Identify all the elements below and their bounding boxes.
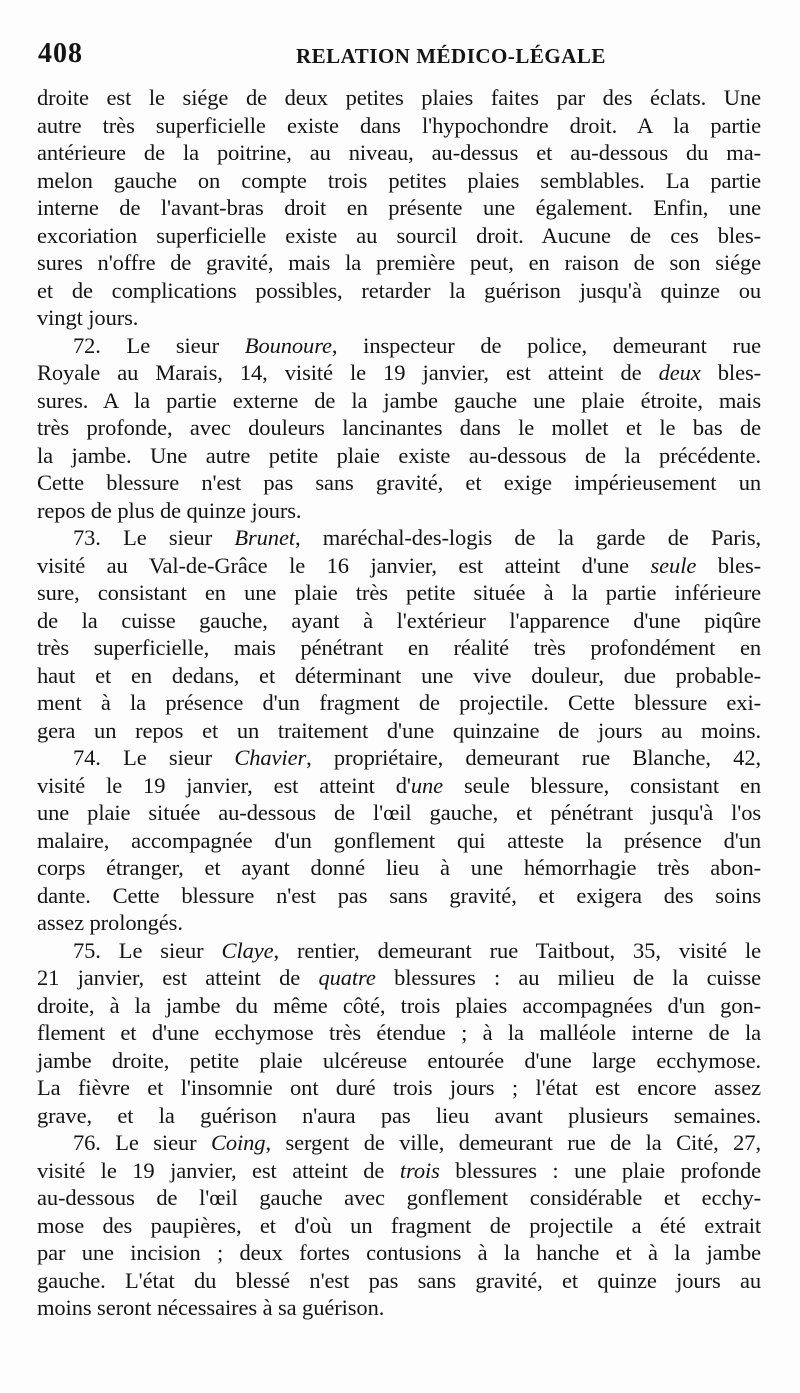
text-line: dante. Cette blessure n'est pas sans gravité, et exigera des soins xyxy=(37,882,761,908)
text-line: flement et d'une ecchymose très étendue ; à la malléole interne de la xyxy=(37,1020,761,1045)
running-title: RELATION MÉDICO-LÉGALE xyxy=(296,44,606,68)
text-line: et de complications possibles, retarder la guérison jusqu'à quinze ou xyxy=(37,277,761,303)
text-line: droite est le siége de deux petites plaies faites par des éclats. Une xyxy=(37,85,761,110)
text-line: 76. Le sieur Coing, sergent de ville, demeurant rue de la Cité, 27, xyxy=(73,1130,761,1155)
page-number: 408 xyxy=(38,38,83,69)
text-line: très superficielle, mais pénétrant en réalité très profondément en xyxy=(37,635,761,660)
text-line: 72. Le sieur Bounoure, inspecteur de police, demeurant rue xyxy=(73,332,761,358)
page-header xyxy=(38,32,760,82)
text-line: Royale au Marais, 14, visité le 19 janvier, est atteint de deux bles- xyxy=(37,360,762,385)
text-line: 74. Le sieur Chavier, propriétaire, demeurant rue Blanche, 42, xyxy=(73,745,761,770)
text-line: une plaie située au-dessous de l'œil gauche, et pénétrant jusqu'à l'os xyxy=(37,800,761,825)
text-line: corps étranger, et ayant donné lieu à une hémorrhagie très abon- xyxy=(37,855,761,880)
text-line: par une incision ; deux fortes contusions à la hanche et à la jambe xyxy=(37,1240,761,1265)
text-line: sures n'offre de gravité, mais la première peut, en raison de son siége xyxy=(37,250,761,275)
text-line: ment à la présence d'un fragment de projectile. Cette blessure exi- xyxy=(37,690,761,715)
text-line: très profonde, avec douleurs lancinantes dans le mollet et le bas de xyxy=(37,415,761,440)
text-line: Cette blessure n'est pas sans gravité, et exige impérieusement un xyxy=(37,470,761,495)
text-line: interne de l'avant-bras droit en présente une également. Enfin, une xyxy=(37,195,761,220)
text-line: 75. Le sieur Claye, rentier, demeurant rue Taitbout, 35, visité le xyxy=(73,937,761,963)
text-line: la jambe. Une autre petite plaie existe au-dessous de la précédente. xyxy=(37,442,761,468)
text-line: La fièvre et l'insomnie ont duré trois jours ; l'état est encore assez xyxy=(37,1075,761,1100)
text-line: haut et en dedans, et déterminant une vive douleur, due probable- xyxy=(37,662,761,688)
text-line: visité le 19 janvier, est atteint d'une seule blessure, consistant en xyxy=(37,772,761,798)
text-line: repos de plus de quinze jours. xyxy=(37,497,302,523)
text-line: sures. A la partie externe de la jambe gauche une plaie étroite, mais xyxy=(37,387,761,413)
text-line: gera un repos et un traitement d'une quinzaine de jours au moins. xyxy=(37,717,761,743)
text-line: assez prolongés. xyxy=(37,910,183,935)
text-line: gauche. L'état du blessé n'est pas sans gravité, et quinze jours au xyxy=(37,1267,761,1293)
text-line: autre très superficielle existe dans l'hypochondre droit. A la partie xyxy=(37,112,761,138)
text-line: sure, consistant en une plaie très petite située à la partie inférieure xyxy=(37,580,761,605)
text-line: de la cuisse gauche, ayant à l'extérieur l'apparence d'une piqûre xyxy=(37,607,761,633)
text-line: vingt jours. xyxy=(37,305,139,330)
text-line: droite, à la jambe du même côté, trois plaies accompagnées d'un gon- xyxy=(37,992,761,1018)
text-line: moins seront nécessaires à sa guérison. xyxy=(37,1295,385,1320)
text-line: visité le 19 janvier, est atteint de trois blessures : une plaie profonde xyxy=(37,1157,761,1183)
text-line: 73. Le sieur Brunet, maréchal-des-logis de la garde de Paris, xyxy=(73,525,762,550)
text-line: 21 janvier, est atteint de quatre blessures : au milieu de la cuisse xyxy=(37,965,761,990)
text-line: antérieure de la poitrine, au niveau, au-dessus et au-dessous du ma- xyxy=(37,140,761,165)
text-line: malaire, accompagnée d'un gonflement qui atteste la présence d'un xyxy=(37,827,761,853)
text-line: grave, et la guérison n'aura pas lieu avant plusieurs semaines. xyxy=(37,1102,761,1128)
text-line: au-dessous de l'œil gauche avec gonflement considérable et ecchy- xyxy=(37,1185,761,1210)
body-text xyxy=(37,84,761,1322)
text-line: jambe droite, petite plaie ulcéreuse entourée d'une large ecchymose. xyxy=(37,1047,761,1073)
text-line: mose des paupières, et d'où un fragment de projectile a été extrait xyxy=(37,1212,761,1238)
text-line: melon gauche on compte trois petites plaies semblables. La partie xyxy=(37,167,761,193)
text-line: excoriation superficielle existe au sourcil droit. Aucune de ces bles- xyxy=(37,222,761,248)
text-line: visité au Val-de-Grâce le 16 janvier, est atteint d'une seule bles- xyxy=(37,552,761,578)
